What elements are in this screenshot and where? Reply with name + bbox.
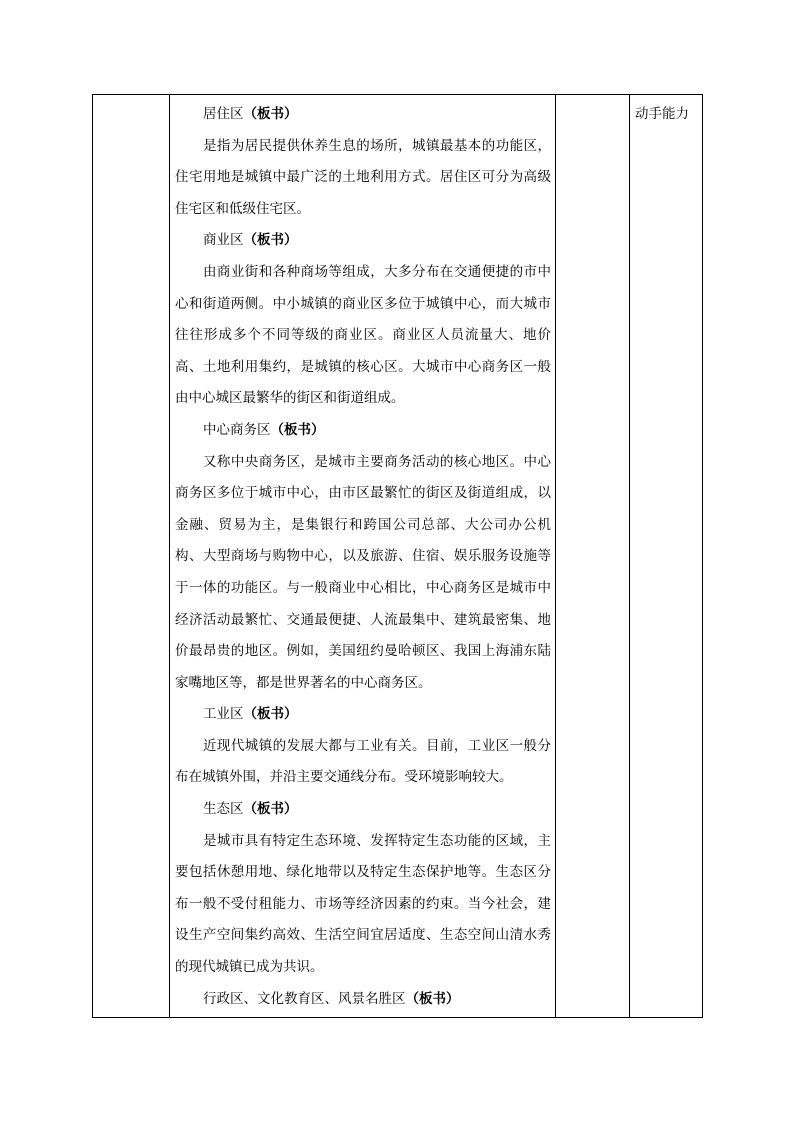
section-heading: 行政区、文化教育区、风景名胜区（板书）	[203, 990, 460, 1007]
section-paragraph: 是指为居民提供休养生息的场所，城镇最基本的功能区，住宅用地是城镇中最广泛的土地利用方式。居住区可分为高级住宅区和低级住宅区。	[175, 137, 551, 217]
board-tag: （板书）	[243, 232, 298, 249]
section-heading: 生态区（板书）	[203, 801, 298, 818]
side-note: 动手能力	[635, 106, 689, 122]
section-heading: 中心商务区（板书）	[203, 421, 325, 438]
board-tag: （板书）	[270, 421, 325, 438]
content-body	[170, 95, 555, 1015]
table-row	[93, 95, 703, 1018]
section-paragraph: 是城市具有特定生态环境、发挥特定生态功能的区域，主要包括休憩用地、绿化地带以及特定生态保护地等。生态区分布一般不受付租能力、市场等经济因素的约束。当今社会，建设生产空间集约高效、生活空间宜居适度、生态空间山清水秀的现代城镇已成为共识。	[175, 832, 551, 976]
section-heading: 居住区（板书）	[203, 106, 298, 122]
board-tag: （板书）	[243, 706, 298, 723]
section-heading: 商业区（板书）	[203, 232, 298, 249]
notes-cell	[630, 95, 703, 1018]
blank-cell-right	[556, 95, 630, 1018]
board-tag: （板书）	[243, 801, 298, 818]
board-tag: （板书）	[405, 990, 460, 1007]
content-cell	[170, 95, 556, 1018]
section-paragraph: 又称中央商务区，是城市主要商务活动的核心地区。中心商务区多位于城市中心，由市区最繁忙的街区及街道组成，以金融、贸易为主，是集银行和跨国公司总部、大公司办公机构、大型商场与购物中心，以及旅游、住宿、娱乐服务设施等于一体的功能区。与一般商业中心相比，中心商务区是城市中经济活动最繁忙、交通最便捷、人流最集中、建筑最密集、地价最昂贵的地区。例如，美国纽约曼哈顿区、我国上海浦东陆家嘴地区等，都是世界著名的中心商务区。	[175, 453, 551, 691]
board-tag: （板书）	[243, 106, 298, 122]
section-paragraph: 由商业街和各种商场等组成，大多分布在交通便捷的市中心和街道两侧。中小城镇的商业区多位于城镇中心，而大城市往往形成多个不同等级的商业区。商业区人员流量大、地价高、土地利用集约，是城镇的核心区。大城市中心商务区一般由中心城区最繁华的街区和街道组成。	[175, 263, 551, 407]
section-heading: 工业区（板书）	[203, 706, 298, 723]
section-paragraph: 近现代城镇的发展大都与工业有关。目前，工业区一般分布在城镇外围，并沿主要交通线分布。受环境影响较大。	[175, 737, 551, 786]
blank-cell-left	[93, 95, 170, 1018]
lesson-table	[92, 94, 703, 1018]
